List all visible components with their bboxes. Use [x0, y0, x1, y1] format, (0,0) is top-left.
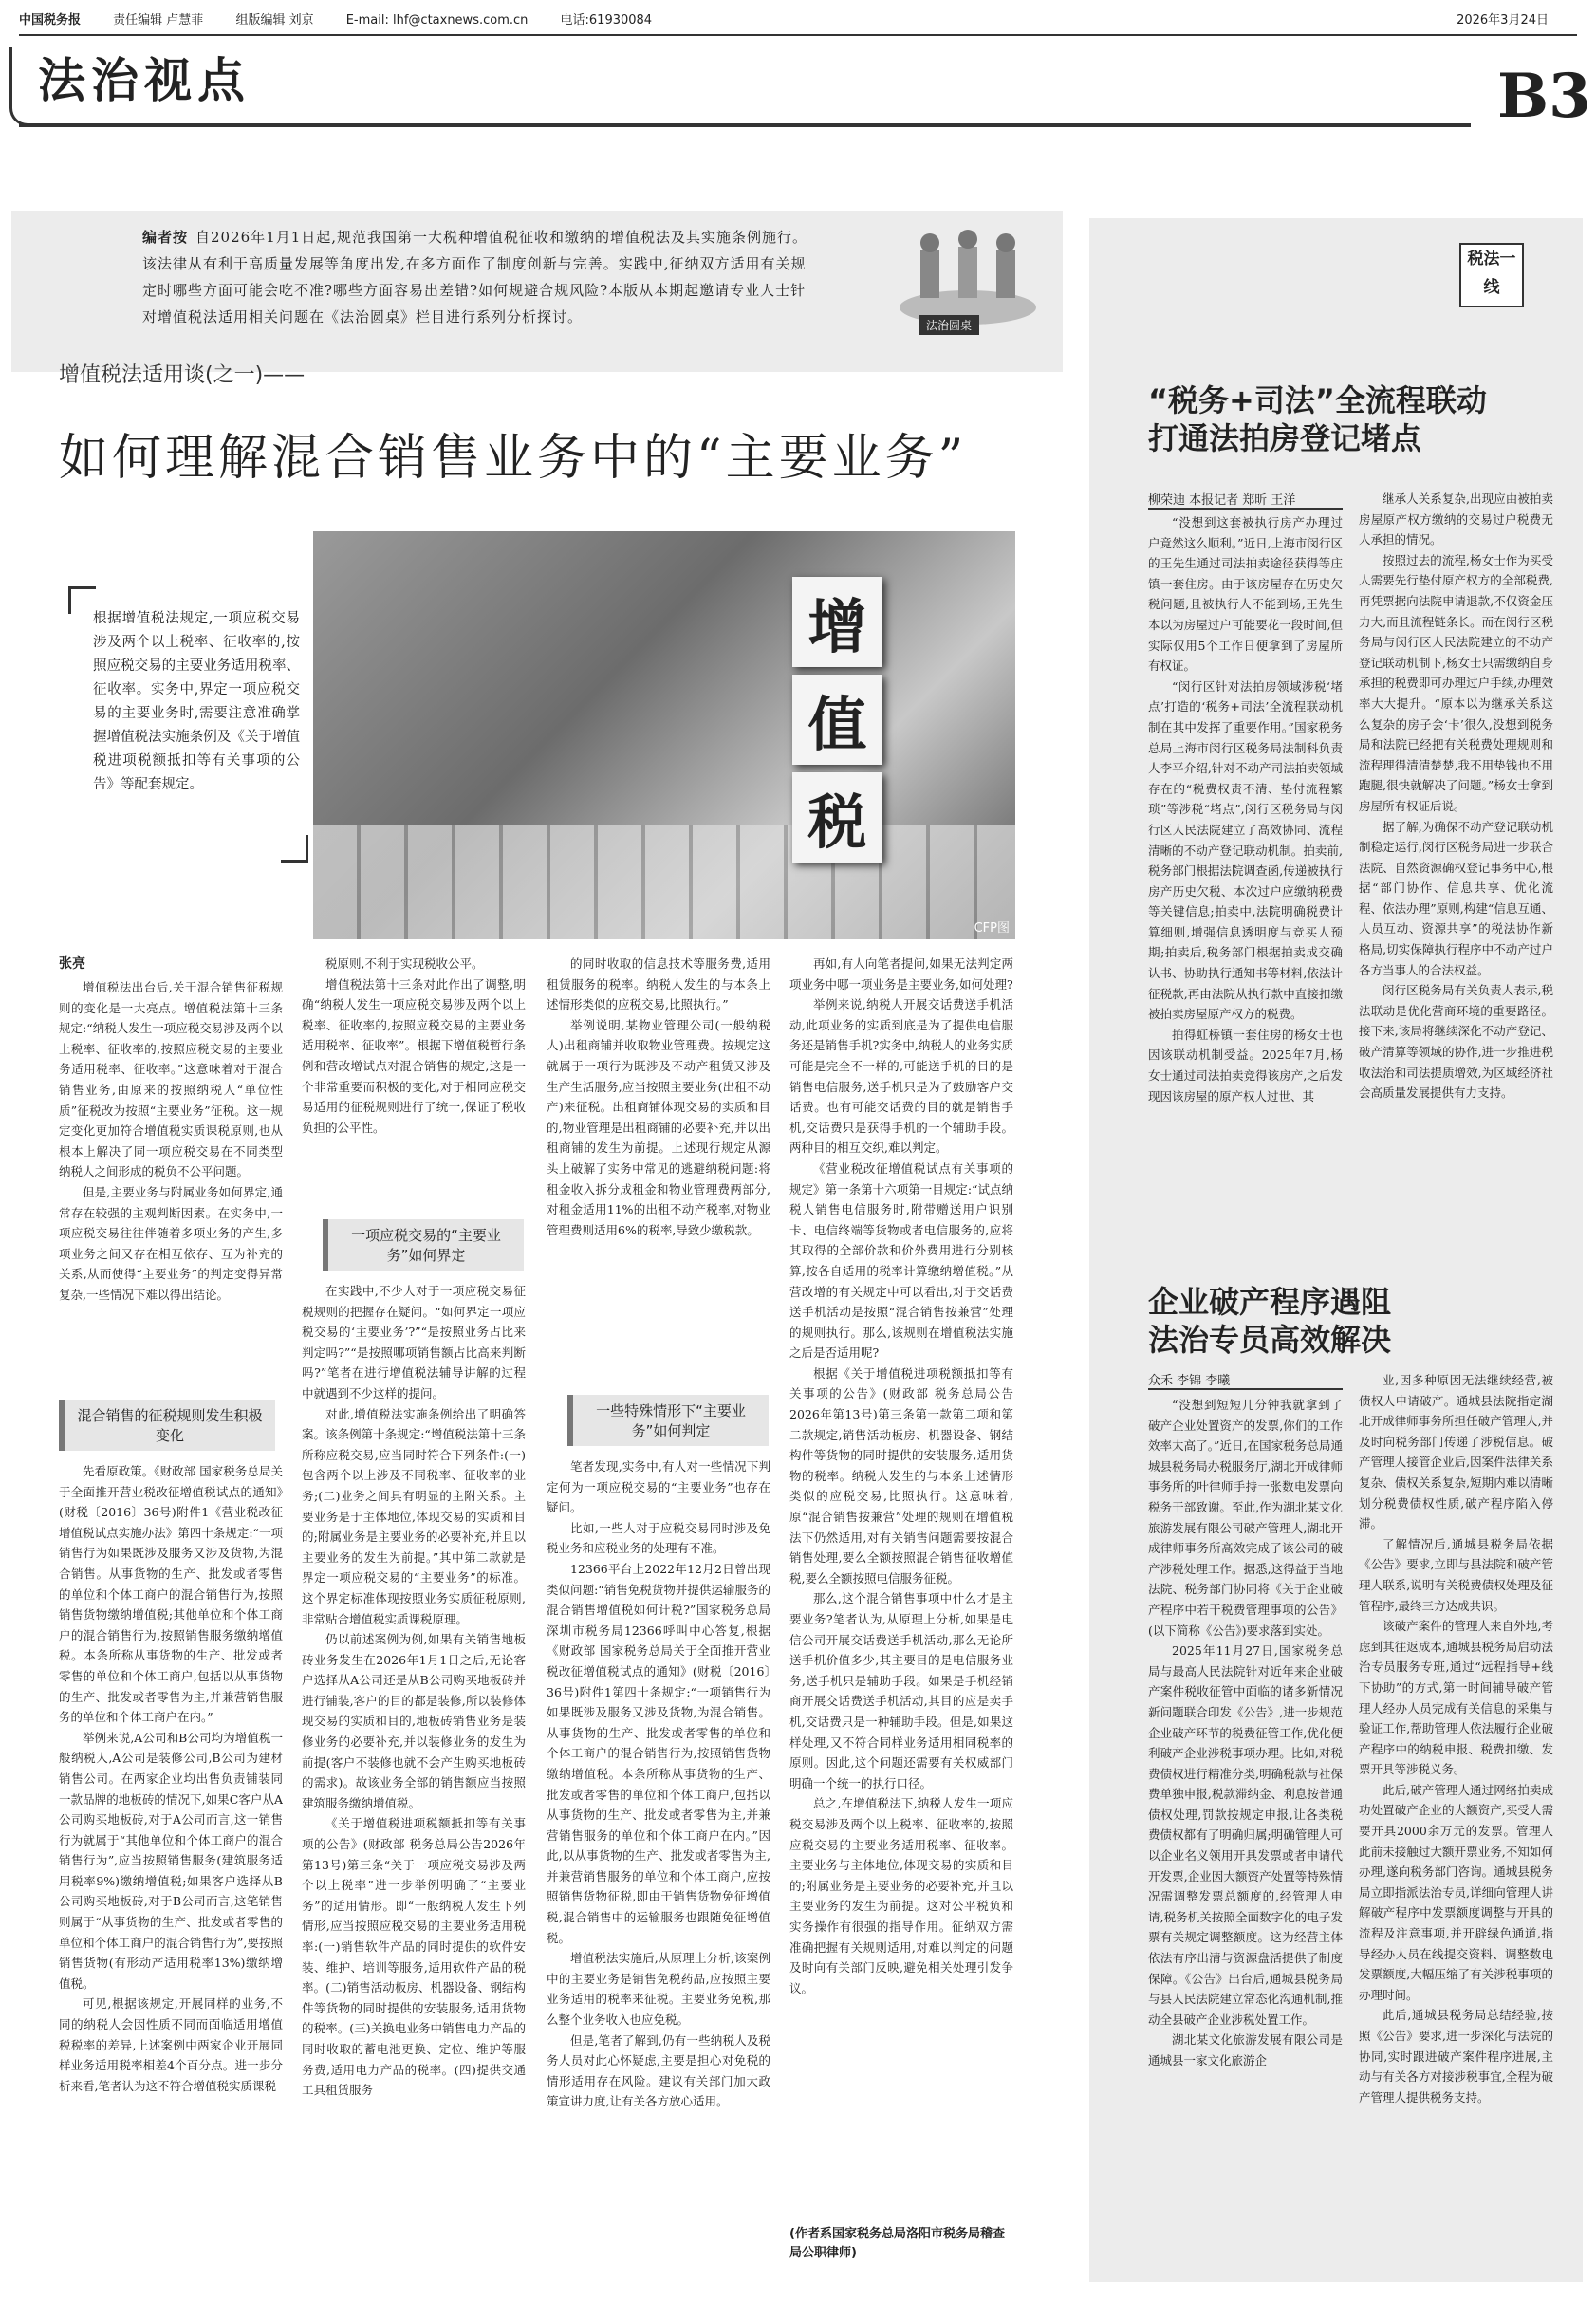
story1-title-line2: 打通法拍房登记堵点 — [1148, 420, 1422, 456]
roundtable-illustration — [892, 222, 1044, 340]
paragraph: 《营业税改征增值税试点有关事项的规定》第一条第十六项第一目规定:“试点纳税人销售电信服务时,附带赠送用户识别卡、电信终端等货物或者电信服务的,应将其取得的全部价款和价外费用进行分别核算,按各自适用的税率计算缴纳增值税。”从营改增的有关规定中可以看出,对于交话费送手机活动是按照“混合销售按兼营”处理的规则执行。那么,该规则在增值税法实施之后是否适用呢? — [789, 1160, 1013, 1361]
story1-title-line1: “税务+司法”全流程联动 — [1148, 382, 1487, 418]
article-photo — [313, 531, 1015, 939]
paragraph: 该破产案件的管理人来自外地,考虑到其往返成本,通城县税务局启动法治专员服务专班,通过“远程指导+线下协助”的方式,第一时间辅导破产管理人经办人员完成有关信息的采集与验证工作,帮助管理人依法履行企业破产程序中的纳税申报、税费扣缴、发票开具等涉税义务。 — [1359, 1619, 1553, 1777]
paragraph: 湖北某文化旅游发展有限公司是通城县一家文化旅游企 — [1148, 2032, 1343, 2068]
story1-byline: 柳荣迪 本报记者 郑昕 王洋 — [1148, 490, 1343, 510]
article-col-2 — [302, 954, 526, 1200]
sidebar-logo — [1459, 243, 1535, 319]
section-rule — [19, 123, 1471, 127]
paragraph: 可见,根据该规定,开展同样的业务,不同的纳税人会因性质不同而面临适用增值税税率的差异,上述案例中两家企业开展同样业务适用税率相差4个百分点。进一步分析来看,笔者认为这不符合增值税实质课税 — [59, 1996, 283, 2093]
paragraph: 增值税法出台后,关于混合销售征税规则的变化是一大亮点。增值税法第十三条规定:“纳税人发生一项应税交易涉及两个以上税率、征收率的,按照应税交易的主要业务适用税率、征收率。”这意味着对于混合销售业务,由原来的按照纳税人“单位性质”征税改为按照“主要业务”征税。这一规定变化更加符合增值税实质课税原则,也从根本上解决了同一项应税交易在不同类型纳税人之间形成的税负不公平问题。 — [59, 980, 283, 1179]
article-col-3b — [547, 1456, 770, 2268]
photo-credit: CFP图 — [974, 921, 1010, 936]
paragraph: 笔者发现,实务中,有人对一些情况下判定何为一项应税交易的“主要业务”也存在疑问。 — [547, 1459, 770, 1515]
paragraph: 仍以前述案例为例,如果有关销售地板砖业务发生在2026年1月1日之后,无论客户选择从A公司还是从B公司购买地板砖并进行铺装,客户的目的都是装修,所以装修体现交易的实质和目的,地板砖销售业务是装修业务的必要补充,并以装修业务的发生为前提(客户不装修也就不会产生购买地板砖的需求)。故该业务全部的销售额应当按照建筑服务缴纳增值税。 — [302, 1632, 526, 1810]
subhead-3: 一些特殊情形下“主要业务”如何判定 — [567, 1395, 769, 1446]
editor-note-text: 自2026年1月1日起,规范我国第一大税种增值税征收和缴纳的增值税法及其实施条例施行。该法律从有利于高质量发展等角度出发,在多方面作了制度创新与完善。实践中,征纳双方适用有关规定时哪些方面可能会吃不准?哪些方面容易出差错?如何规避合规风险?本版从本期起邀请专业人士针对增值税法适用相关问题在《法治圆桌》栏目进行系列分析探讨。 — [142, 229, 808, 325]
section-bracket — [9, 47, 28, 126]
paragraph: 增值税法实施后,从原理上分析,该案例中的主要业务是销售免税药品,应按照主要业务适用的税率来征税。主要业务免税,那么整个业务收入也应免税。 — [547, 1951, 770, 2028]
email: E-mail: lhf@ctaxnews.com.cn — [345, 13, 529, 28]
editor-note — [142, 224, 818, 330]
paragraph: 闵行区税务局有关负责人表示,税法联动是优化营商环境的重要路径。接下来,该局将继续深化不动产登记、破产清算等领域的协作,进一步推进税收法治和司法提质增效,为区域经济社会高质量发展提供有力支持。 — [1359, 983, 1553, 1101]
page-number: B3 — [1497, 61, 1591, 132]
article-col-4 — [789, 954, 1013, 2220]
paragraph: 再如,有人向笔者提问,如果无法判定两项业务中哪一项业务是主要业务,如何处理? — [789, 956, 1013, 992]
paragraph: “没想到短短几分钟我就拿到了破产企业处置资产的发票,你们的工作效率太高了。”近日,在国家税务总局通城县税务局办税服务厅,湖北开成律师事务所的叶律师手持一张数电发票向税务干部致谢。至此,作为湖北某文化旅游发展有限公司破产管理人,湖北开成律师事务所高效完成了该公司的破产涉税处理工作。据悉,这得益于当地法院、税务部门协同将《关于企业破产程序中若干税费管理事项的公告》(以下简称《公告》)要求落到实处。 — [1148, 1398, 1343, 1638]
paragraph: 据了解,为确保不动产登记联动机制稳定运行,闵行区税务局进一步联合法院、自然资源确权登记事务中心,根据“部门协作、信息共享、优化流程、依法办理”原则,构建“信息互通、人员互动、资源共享”的税法协作新格局,切实保障执行程序中不动产过户各方当事人的合法权益。 — [1359, 819, 1553, 977]
author-affiliation: (作者系国家税务总局洛阳市税务局稽查局公职律师) — [789, 2227, 1005, 2260]
paragraph: 了解情况后,通城县税务局依据《公告》要求,立即与县法院和破产管理人联系,说明有关税费债权处理及征管程序,最终三方达成共识。 — [1359, 1536, 1553, 1613]
page-header — [19, 9, 1577, 32]
phone: 电话:61930084 — [560, 13, 653, 28]
article-lead: 根据增值税法规定,一项应税交易涉及两个以上税率、征收率的,按照应税交易的主要业务适用税率、征收率。实务中,界定一项应税交易的主要业务时,需要注意准确掌握增值税法实施条例及《关于增值税进项税额抵扣等有关事项的公告》等配套规定。 — [93, 611, 300, 792]
paragraph: 在实践中,不少人对于一项应税交易征税规则的把握存在疑问。“如何界定一项应税交易的‘主要业务’?”“是按照业务占比来判定吗?”“是按照哪项销售额占比高来判断吗?”笔者在进行增值税法辅导讲解的过程中就遇到不少这样的提问。 — [302, 1284, 526, 1400]
calculator-keys — [313, 825, 1015, 939]
story2-title-line1: 企业破产程序遇阻 — [1148, 1284, 1392, 1320]
issue-date: 2026年3月24日 — [1457, 13, 1549, 28]
story2-title-line2: 法治专员高效解决 — [1148, 1322, 1392, 1358]
article-col-1 — [59, 977, 283, 1395]
paragraph: 此后,通城县税务局总结经验,按照《公告》要求,进一步深化与法院的协同,实时跟进破产案件程序进展,主动与有关各方对接涉税事宜,全程为破产管理人提供税务支持。 — [1359, 2008, 1553, 2105]
paragraph: 税原则,不利于实现税收公平。 — [325, 956, 484, 971]
article-headline: 如何理解混合销售业务中的“主要业务” — [59, 430, 968, 487]
paragraph: 举例来说,纳税人开展交话费送手机活动,此项业务的实质到底是为了提供电信服务还是销售手机?实务中,纳税人的业务实质可能是完全不一样的,可能送手机的目的是销售电信服务,送手机只是为了鼓励客户交话费。也有可能交话费的目的就是销售手机,交话费只是获得手机的一个辅助手段。两种目的相互交织,难以判定。 — [789, 997, 1013, 1156]
quote-bracket-open — [68, 586, 96, 614]
tax-dice — [792, 577, 882, 862]
article-col-1b — [59, 1461, 283, 2268]
paragraph: 《关于增值税进项税额抵扣等有关事项的公告》(财政部 税务总局公告2026年第13号)第三条“关于一项应税交易涉及两个以上税率”进一步举例明确了“主要业务”的适用情形。即“一般纳税人发生下列情形,应当按照应税交易的主要业务适用税率:(一)销售软件产品的同时提供的软件安装、维护、培训等服务,适用软件产品的税率。(二)销售活动板房、机器设备、钢结构件等货物的同时提供的安装服务,适用货物的税率。(三)关换电业务中销售电力产品的同时收取的蓄电池更换、定位、维护等服务费,适用电力产品的税率。(四)提供交通工具租赁服务 — [302, 1816, 526, 2098]
story2-col-2 — [1359, 1370, 1553, 2268]
paragraph: 但是,主要业务与附属业务如何界定,通常存在较强的主观判断因素。在实务中,一项应税交易往往伴随着多项业务的产生,多项业务之间又存在相互依存、互为补充的关系,从而使得“主要业务”的判定变得异常复杂,一些情况下难以得出结论。 — [59, 1184, 283, 1302]
roundtable-badge: 法治圆桌 — [919, 315, 979, 335]
article-col-2b — [302, 1281, 526, 2268]
paragraph: 举例说明,某物业管理公司(一般纳税人)出租商铺并收取物业管理费。按规定这就属于一项行为既涉及不动产租赁又涉及生产生活服务,应当按照主要业务(出租不动产)来征税。出租商铺体现交易的实质和目的,物业管理是出租商铺的必要补充,并以出租商铺的发生为前提。上述现行规定从源头上破解了实务中常见的逃避纳税问题:将租金收入拆分成租金和物业管理费两部分,对租金适用11%的出租不动产税率,对物业管理费则适用6%的税率,导致少缴税款。 — [547, 1017, 770, 1237]
story1-title — [1148, 381, 1487, 457]
editor-credit: 责任编辑 卢慧菲 — [113, 13, 204, 28]
paragraph: 先看原政策。《财政部 国家税务总局关于全面推开营业税改征增值税试点的通知》(财税〔2016〕36号)附件1《营业税改征增值税试点实施办法》第四十条规定:“一项销售行为如果既涉及服务又涉及货物,为混合销售。从事货物的生产、批发或者零售的单位和个体工商户的混合销售行为,按照销售货物缴纳增值税;其他单位和个体工商户的混合销售行为,按照销售服务缴纳增值税。本条所称从事货物的生产、批发或者零售的单位和个体工商户,包括以从事货物的生产、批发或者零售为主,并兼营销售服务的单位和个体工商户在内。” — [59, 1464, 283, 1725]
story2-col-1 — [1148, 1395, 1343, 2268]
paragraph: 按照过去的流程,杨女士作为买受人需要先行垫付原产权方的全部税费,再凭票据向法院申请退款,不仅资金压力大,而且流程链条长。而在闵行区税务局与闵行区人民法院建立的不动产登记联动机制下,杨女士只需缴纳自身承担的税费即可办理过户手续,办理效率大大提升。“原本以为继承关系这么复杂的房子会‘卡’很久,没想到税务局和法院已经把有关税费处理规则和流程理得清清楚楚,我不用垫钱也不用跑腿,很快就解决了问题。”杨女士拿到房屋所有权证后说。 — [1359, 552, 1553, 813]
dice-char: 增 — [792, 577, 882, 667]
header-rule — [19, 34, 1577, 36]
article-author: 张亮 — [59, 956, 85, 972]
paragraph: 根据《关于增值税进项税额抵扣等有关事项的公告》(财政部 税务总局公告2026年第13号)第三条第一款第二项和第二款规定,销售活动板房、机器设备、钢结构件等货物的同时提供的安装服务,适用货物的税率。纳税人发生的与本条上述情形类似的应税交易,比照执行。这意味着,原“混合销售按兼营”处理的规则在增值税法下仍然适用,对有关销售问题需要按混合销售处理,要么全额按照混合销售征收增值税,要么全额按照电信服务征税。 — [789, 1365, 1013, 1586]
story2-title — [1148, 1283, 1391, 1359]
paragraph: 举例来说,A公司和B公司均为增值税一般纳税人,A公司是装修公司,B公司为建材销售公司。在两家企业均出售负责铺装同一款品牌的地板砖的情况下,如果C客户从A公司购买地板砖,对于A公司而言,这一销售行为就属于“其他单位和个体工商户的混合销售行为”,应当按照销售服务(建筑服务适用税率9%)缴纳增值税;如果客户选择从B公司购买地板砖,对于B公司而言,这笔销售则属于“从事货物的生产、批发或者零售的单位和个体工商户的混合销售行为”,要按照销售货物(有形动产适用税率13%)缴纳增值税。 — [59, 1730, 283, 1991]
paragraph: 2025年11月27日,国家税务总局与最高人民法院针对近年来企业破产案件税收征管中面临的诸多新情况新问题联合印发《公告》,进一步规范企业破产环节的税费征管工作,优化便利破产企业涉税事项办理。比如,对税费债权进行精准分类,明确税款与社保费单独申报,税款滞纳金、利息按普通债权处理,罚款按规定申报,让各类税费债权都有了明确归属;明确管理人可以企业名义领用开具发票或者申请代开发票,企业因大额资产处置等特殊情况需调整发票总额度的,经管理人申请,税务机关按照全面数字化的电子发票有关规定调整额度。这为经营主体依法有序出清与资源盘活提供了制度保障。《公告》出台后,通城县税务局与县人民法院建立常态化沟通机制,推动全县破产企业涉税处置工作。 — [1148, 1643, 1343, 2027]
subhead-2: 一项应税交易的“主要业务”如何界定 — [323, 1219, 524, 1271]
paragraph: 增值税法第十三条对此作出了调整,明确“纳税人发生一项应税交易涉及两个以上税率、征收率的,按照应税交易的主要业务适用税率、征收率”。根据下增值税暂行条例和营改增试点对混合销售的规定,这是一个非常重要而积极的变化,对于相同应税交易适用的征税规则进行了统一,保证了税收负担的公平性。 — [302, 976, 526, 1135]
dice-char: 税 — [792, 772, 882, 862]
paragraph: 对此,增值税法实施条例给出了明确答案。该条例第十条规定:“增值税法第十三条所称应税交易,应当同时符合下列条件:(一)包含两个以上涉及不同税率、征收率的业务;(二)业务之间具有明显的主附关系。主要业务是于主体地位,体现交易的实质和目的;附属业务是主要业务的必要补充,并且以主要业务的发生为前提。”其中第二款就是界定一项应税交易的“主要业务”的标准。这个界定标准体现按照业务实质征税原则,非常贴合增值税实质课税原理。 — [302, 1406, 526, 1626]
quote-bracket-close — [281, 835, 308, 862]
paragraph: 比如,一些人对于应税交易同时涉及免税业务和应税业务的处理有不准。 — [547, 1520, 770, 1556]
paragraph: 业,因多种原因无法继续经营,被债权人申请破产。通城县法院指定湖北开成律师事务所担任破产管理人,并及时向税务部门传递了涉税信息。破产管理人接管企业后,因案件法律关系复杂、债权关系复杂,短期内难以清晰划分税费债权性质,破产程序陷入停滞。 — [1359, 1373, 1553, 1531]
subhead-1: 混合销售的征税规则发生积极变化 — [59, 1400, 275, 1451]
paragraph: 的同时收取的信息技术等服务费,适用租赁服务的税率。纳税人发生的与本条上述情形类似的应税交易,比照执行。” — [547, 956, 770, 1012]
dice-char: 值 — [792, 675, 882, 765]
paragraph: 但是,笔者了解到,仍有一些纳税人及税务人员对此心怀疑虑,主要是担心对免税的情形适用存在风险。建议有关部门加大政策宣讲力度,让有关各方放心适用。 — [547, 2032, 770, 2109]
paragraph: “闵行区针对法拍房领域涉税‘堵点’打造的‘税务+司法’全流程联动机制在其中发挥了重要作用。”国家税务总局上海市闵行区税务局法制科负责人李平介绍,针对不动产司法拍卖领域存在的“税费权责不清、垫付流程繁琐”等涉税“堵点”,闵行区税务局与闵行区人民法院建立了高效协同、流程清晰的不动产登记联动机制。拍卖前,税务部门根据法院调查函,传递被执行房产历史欠税、本次过户应缴纳税费等关键信息;拍卖中,法院明确税费计算细则,增强信息透明度与竞买人预期;拍卖后,税务部门根据拍卖成交确认书、协助执行通知书等材料,依法计征税款,再由法院从执行款中直接扣缴被拍卖房屋原产权方的税费。 — [1148, 678, 1343, 1022]
paragraph: 此后,破产管理人通过网络拍卖成功处置破产企业的大额资产,买受人需要开具2000余万元的发票。管理人此前未接触过大额开票业务,不知如何办理,遂向税务部门咨询。通城县税务局立即指派法治专员,详细向管理人讲解破产程序中发票额度调整与开具的流程及注意事项,并开辟绿色通道,指导经办人员在线提交资料、调整数电发票额度,大幅压缩了有关涉税事项的办理时间。 — [1359, 1782, 1553, 2002]
section-title: 法治视点 — [38, 53, 251, 108]
group-editor-credit: 组版编辑 刘京 — [235, 13, 314, 28]
story2-byline: 众禾 李锦 李曦 — [1148, 1370, 1343, 1390]
editor-note-label: 编者按 — [142, 229, 189, 246]
series-label: 增值税法适用谈(之一)—— — [59, 363, 306, 387]
paper-name: 中国税务报 — [19, 13, 82, 28]
article-col-3 — [547, 954, 770, 1371]
paragraph: 总之,在增值税法下,纳税人发生一项应税交易涉及两个以上税率、征收率的,按照应税交易的主要业务适用税率、征收率。主要业务与主体地位,体现交易的实质和目的;附属业务是主要业务的必要补充,并且以主要业务的发生为前提。这对公平税负和实务操作有很强的指导作用。征纳双方需准确把握有关规则适用,对难以判定的问题及时向有关部门反映,避免相关处理引发争议。 — [789, 1796, 1013, 1995]
logo-text: 税法一线 — [1459, 243, 1524, 307]
paragraph: 那么,这个混合销售事项中什么才是主要业务?笔者认为,从原理上分析,如果是电信公司开展交话费送手机活动,那么无论所送手机价值多少,其主要目的是电信服务业务,送手机只是辅助手段。如果是手机经销商开展交话费送手机活动,其目的应是卖手机,交话费只是一种辅助手段。但是,如果这样处理,又不符合同样业务适用相同税率的原则。因此,这个问题还需要有关权威部门明确一个统一的执行口径。 — [789, 1591, 1013, 1790]
paragraph: 12366平台上2022年12月2日曾出现类似问题:“销售免税货物并提供运输服务的混合销售增值税如何计税?”国家税务总局深圳市税务局12366呼叫中心答复,根据《财政部 国家税务总局关于全面推开营业税改征增值税试点的通知》(财税〔2016〕36号)附件1第四十条规定:“一项销售行为如果既涉及服务又涉及货物,为混合销售。从事货物的生产、批发或者零售的单位和个体工商户的混合销售行为,按照销售货物缴纳增值税。本条所称从事货物的生产、批发或者零售的单位和个体工商户,包括以从事货物的生产、批发或者零售为主,并兼营销售服务的单位和个体工商户在内。”因此,以从事货物的生产、批发或者零售为主,并兼营销售服务的单位和个体工商户,应按照销售货物征税,即由于销售货物免征增值税,混合销售中的运输服务也跟随免征增值税。 — [547, 1561, 770, 1945]
paragraph: “没想到这套被执行房产办理过户竟然这么顺利。”近日,上海市闵行区的王先生通过司法拍卖途径获得等庄镇一套住房。由于该房屋存在历史欠税问题,且被执行人不能到场,王先生本以为房屋过户可能要花一段时间,但实际仅用5个工作日便拿到了房屋所有权证。 — [1148, 515, 1343, 674]
paragraph: 拍得虹桥镇一套住房的杨女士也因该联动机制受益。2025年7月,杨女士通过司法拍卖竞得该房产,之后发现因该房屋的原产权人过世、其 — [1148, 1027, 1343, 1104]
paragraph: 继承人关系复杂,出现应由被拍卖房屋原产权方缴纳的交易过户税费无人承担的情况。 — [1359, 492, 1553, 547]
